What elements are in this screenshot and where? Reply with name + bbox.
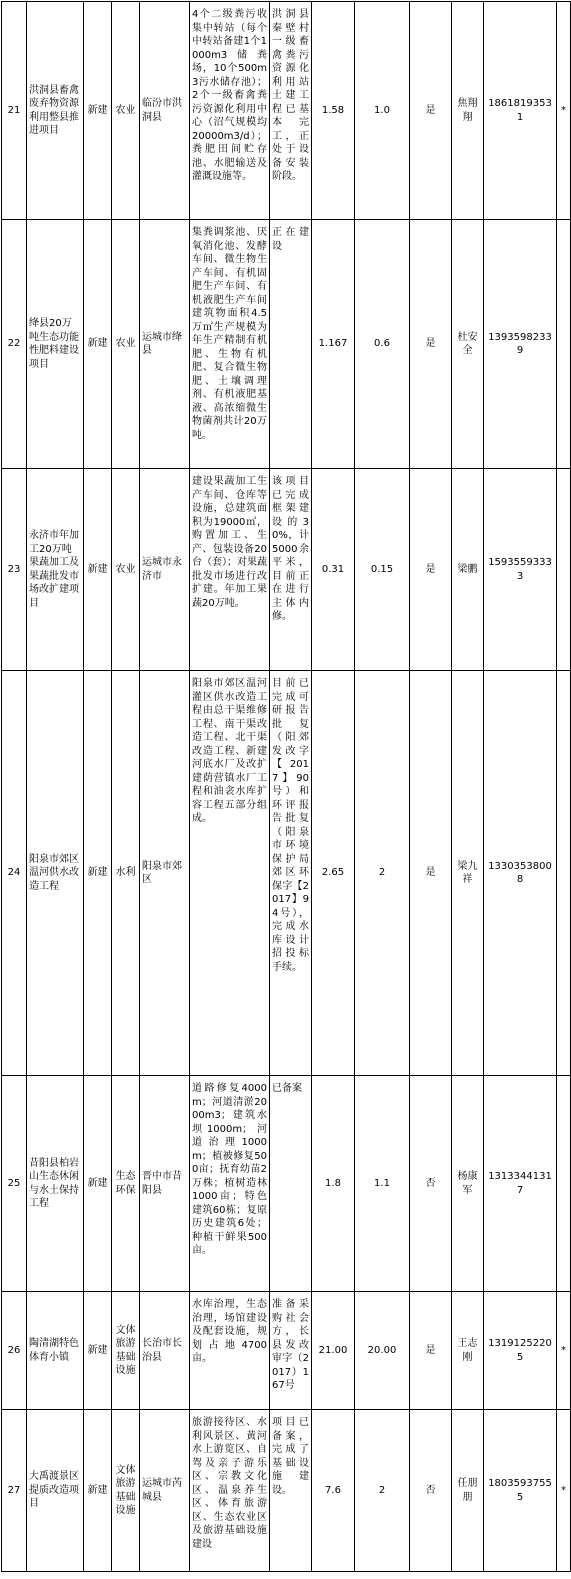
build-type-cell: 新建 xyxy=(84,469,112,671)
total-investment-cell: 0.31 xyxy=(312,469,355,671)
remark-mark-cell: * xyxy=(557,1410,571,1572)
construction-content-cell: 水库治理，生态治理，场馆建设及配套设施，规划占地4700亩。 xyxy=(190,1292,270,1410)
progress-status-cell: 准备采购社会方，长县发改审字（2017）167号 xyxy=(270,1292,312,1410)
total-investment-cell: 1.167 xyxy=(312,220,355,469)
planned-investment-cell: 0.15 xyxy=(355,469,410,671)
table-row xyxy=(2,1076,571,1292)
project-name-cell: 永济市年加工20万吨果蔬加工及果蔬批发市场改扩建项目 xyxy=(27,469,84,671)
total-investment-cell: 21.00 xyxy=(312,1292,355,1410)
construction-content-cell: 旅游接待区、水利风景区、黄河水上游览区、自驾及亲子游乐区、宗教文化区、温泉养生区、体育旅游区、生态农业区及旅游基础设施建设 xyxy=(190,1410,270,1572)
location-cell: 临汾市洪洞县 xyxy=(140,2,190,220)
build-type-cell: 新建 xyxy=(84,671,112,1076)
table-row xyxy=(2,671,571,1076)
contact-phone-cell: 13303538008 xyxy=(484,671,557,1076)
row-number-cell: 25 xyxy=(2,1076,27,1292)
construction-content-cell: 集粪调浆池、厌氧消化池、发酵车间、微生物生产车间、有机固肥生产车间、有机液肥生产车间建筑物面积4.5万㎡生产规模为年生产精制有机肥、生物有机肥、复合微生物肥、土壤调理剂、有机液肥基液、高浓缩微生物菌剂共计20万吨。 xyxy=(190,220,270,469)
planned-investment-cell: 2 xyxy=(355,671,410,1076)
industry-cell: 文体旅游基础设施 xyxy=(112,1410,140,1572)
planned-investment-cell: 20.00 xyxy=(355,1292,410,1410)
total-investment-cell: 1.58 xyxy=(312,2,355,220)
contact-person-cell: 焦翔翔 xyxy=(452,2,484,220)
remark-mark-cell xyxy=(557,1076,571,1292)
contact-person-cell: 杨康军 xyxy=(452,1076,484,1292)
location-cell: 阳泉市郊区 xyxy=(140,671,190,1076)
build-type-cell: 新建 xyxy=(84,220,112,469)
remark-mark-cell xyxy=(557,220,571,469)
project-name-cell: 洪洞县畜禽废弃物资源利用整县推进项目 xyxy=(27,2,84,220)
location-cell: 晋中市昔阳县 xyxy=(140,1076,190,1292)
build-type-cell: 新建 xyxy=(84,1292,112,1410)
project-name-cell: 大禹渡景区提质改造项目 xyxy=(27,1410,84,1572)
industry-cell: 农业 xyxy=(112,469,140,671)
table-row xyxy=(2,1292,571,1410)
contact-phone-cell: 18035937555 xyxy=(484,1410,557,1572)
industry-cell: 文体旅游基础设施 xyxy=(112,1292,140,1410)
location-cell: 运城市永济市 xyxy=(140,469,190,671)
row-number-cell: 23 xyxy=(2,469,27,671)
industry-cell: 生态环保 xyxy=(112,1076,140,1292)
remark-mark-cell xyxy=(557,671,571,1076)
key-project-flag-cell: 是 xyxy=(410,220,452,469)
contact-phone-cell: 13935982339 xyxy=(484,220,557,469)
contact-person-cell: 梁鹏 xyxy=(452,469,484,671)
table-row xyxy=(2,1410,571,1572)
remark-mark-cell: * xyxy=(557,1292,571,1410)
row-number-cell: 27 xyxy=(2,1410,27,1572)
contact-person-cell: 梁九祥 xyxy=(452,671,484,1076)
key-project-flag-cell: 是 xyxy=(410,1292,452,1410)
contact-person-cell: 任朋朋 xyxy=(452,1410,484,1572)
construction-content-cell: 建设果蔬加工生产车间、仓库等设施，总建筑面积为19000㎡，购置加工、生产、包装设备20台（套）；对果蔬批发市场进行改扩建。年加工果蔬20万吨。 xyxy=(190,469,270,671)
remark-mark-cell xyxy=(557,469,571,671)
location-cell: 运城市绛县 xyxy=(140,220,190,469)
construction-content-cell: 阳泉市郊区温河灌区供水改造工程由总干渠维修工程、南干渠改造工程、北干渠改造工程、新建河底水厂及改扩建荫营镇水厂工程和油衾水库扩容工程五部分组成。 xyxy=(190,671,270,1076)
planned-investment-cell: 2 xyxy=(355,1410,410,1572)
progress-status-cell: 已备案 xyxy=(270,1076,312,1292)
project-table xyxy=(1,1,571,1572)
total-investment-cell: 2.65 xyxy=(312,671,355,1076)
remark-mark-cell: * xyxy=(557,2,571,220)
progress-status-cell: 目前已完成可研报告批复（阳郊发改字【2017】90号）和环评报告批复（阳泉市环境保护局郊区环保字【2017】94号），完成水库设计招投标手续。 xyxy=(270,671,312,1076)
contact-phone-cell: 18618193531 xyxy=(484,2,557,220)
row-number-cell: 26 xyxy=(2,1292,27,1410)
progress-status-cell: 该项目已完成框架建设的30%，计5000余平米，目前正在进行主体内修。 xyxy=(270,469,312,671)
row-number-cell: 22 xyxy=(2,220,27,469)
contact-phone-cell: 15935593333 xyxy=(484,469,557,671)
industry-cell: 农业 xyxy=(112,220,140,469)
key-project-flag-cell: 是 xyxy=(410,469,452,671)
industry-cell: 农业 xyxy=(112,2,140,220)
construction-content-cell: 道路修复4000m；河道清淤2000m3；建筑水坝1000m；河道治理1000m；植被修复500亩；抚育幼苗2万株；植树造林1000亩；特色建筑60栋；复原历史建筑6处；种植干鲜果500亩。 xyxy=(190,1076,270,1292)
table-row xyxy=(2,2,571,220)
row-number-cell: 24 xyxy=(2,671,27,1076)
project-name-cell: 阳泉市郊区温河供水改造工程 xyxy=(27,671,84,1076)
contact-person-cell: 杜安全 xyxy=(452,220,484,469)
project-name-cell: 绛县20万吨生态功能性肥料建设项目 xyxy=(27,220,84,469)
progress-status-cell: 洪洞县秦壁村一级畜禽粪污资源化利用站土建工程已基本完工，正处于设备安装阶段。 xyxy=(270,2,312,220)
key-project-flag-cell: 是 xyxy=(410,2,452,220)
row-number-cell: 21 xyxy=(2,2,27,220)
table-row xyxy=(2,220,571,469)
build-type-cell: 新建 xyxy=(84,1076,112,1292)
key-project-flag-cell: 否 xyxy=(410,1410,452,1572)
table-row xyxy=(2,469,571,671)
location-cell: 运城市芮城县 xyxy=(140,1410,190,1572)
build-type-cell: 新建 xyxy=(84,1410,112,1572)
contact-person-cell: 王志刚 xyxy=(452,1292,484,1410)
location-cell: 长治市长治县 xyxy=(140,1292,190,1410)
contact-phone-cell: 13191252205 xyxy=(484,1292,557,1410)
project-name-cell: 昔阳县柏岩山生态休闲与水土保持工程 xyxy=(27,1076,84,1292)
contact-phone-cell: 13133441317 xyxy=(484,1076,557,1292)
progress-status-cell: 正在建设 xyxy=(270,220,312,469)
key-project-flag-cell: 是 xyxy=(410,671,452,1076)
project-name-cell: 陶清湖特色体育小镇 xyxy=(27,1292,84,1410)
total-investment-cell: 7.6 xyxy=(312,1410,355,1572)
total-investment-cell: 1.8 xyxy=(312,1076,355,1292)
industry-cell: 水利 xyxy=(112,671,140,1076)
planned-investment-cell: 1.0 xyxy=(355,2,410,220)
planned-investment-cell: 0.6 xyxy=(355,220,410,469)
planned-investment-cell: 1.1 xyxy=(355,1076,410,1292)
key-project-flag-cell: 否 xyxy=(410,1076,452,1292)
table-body xyxy=(2,2,571,1572)
build-type-cell: 新建 xyxy=(84,2,112,220)
progress-status-cell: 项目已备案，完成了基础设施建设。 xyxy=(270,1410,312,1572)
construction-content-cell: 4个二级粪污收集中转站（每个中转站备建1个1000m3储粪场，10个500m3污水储存池）；2个一级畜禽粪污资源化利用中心（沼气规模均20000m3/d）；粪肥田间贮存池、水肥输送及灌溉设施等。 xyxy=(190,2,270,220)
